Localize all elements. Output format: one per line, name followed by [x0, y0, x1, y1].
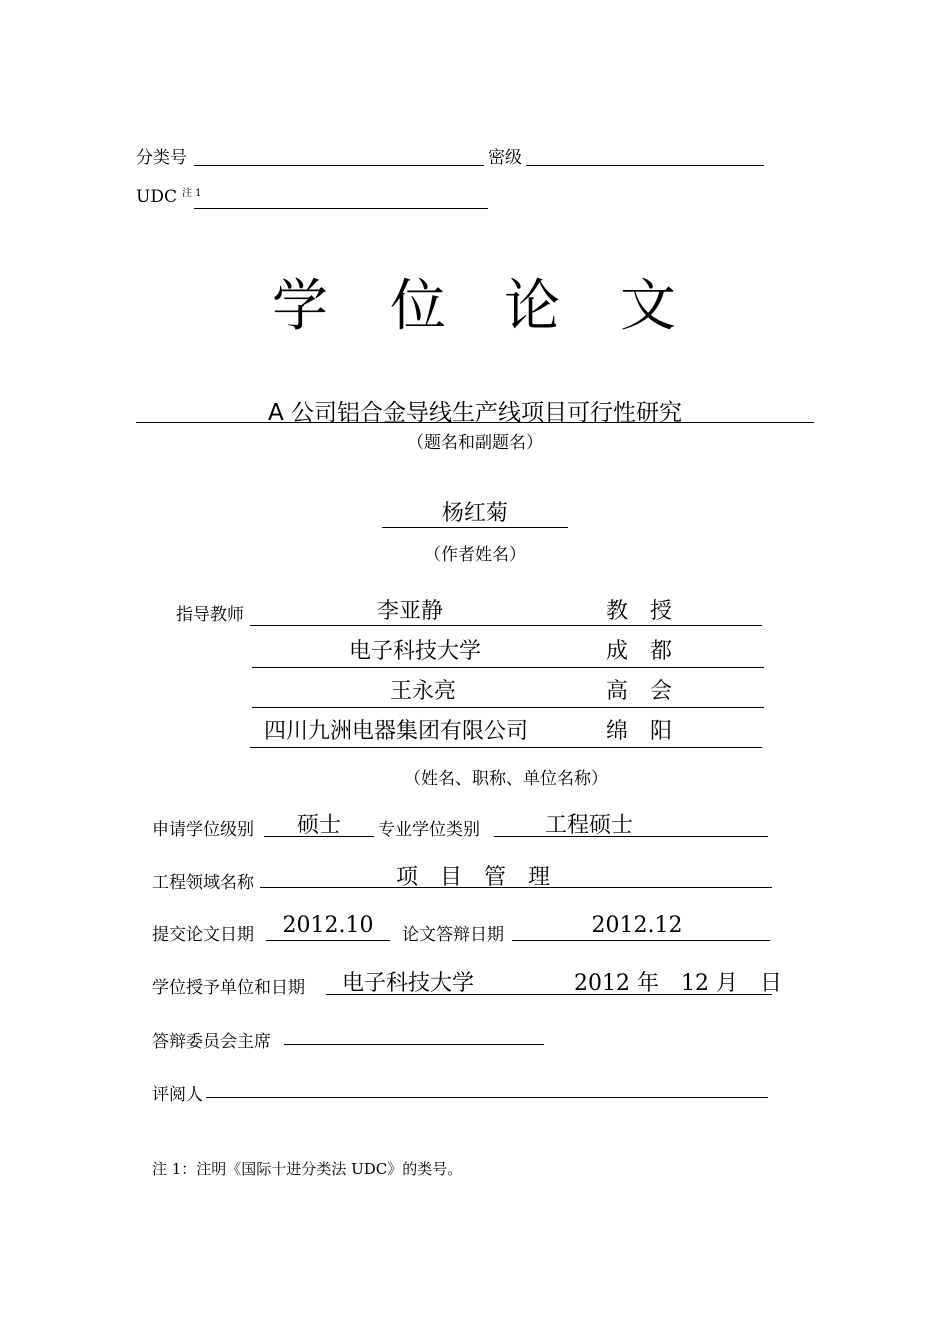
main-title-char: 论 — [504, 274, 560, 339]
submit-date-label: 提交论文日期 — [152, 925, 254, 945]
committee-label: 答辩委员会主席 — [152, 1032, 271, 1052]
author-caption: （作者姓名） — [424, 545, 526, 565]
grant-date: 2012 年 12 月 日 — [574, 971, 782, 996]
advisor-row-line — [250, 625, 762, 626]
secrecy-label: 密级 — [488, 148, 522, 168]
secrecy-field[interactable] — [526, 165, 764, 166]
reviewer-label: 评阅人 — [152, 1085, 203, 1105]
submit-date-value: 2012.10 — [282, 913, 374, 938]
advisor-row-line — [252, 667, 764, 668]
advisor-row-name: 电子科技大学 — [348, 639, 481, 664]
defense-date-label: 论文答辩日期 — [402, 925, 504, 945]
grant-field[interactable] — [326, 994, 772, 995]
author-underline — [382, 527, 568, 528]
field-label: 工程领域名称 — [152, 873, 254, 893]
udc-label: UDC — [136, 187, 177, 207]
advisor-label: 指导教师 — [176, 605, 244, 625]
main-title-char: 学 — [272, 274, 328, 339]
main-title — [0, 262, 950, 342]
main-title-char: 位 — [390, 274, 446, 339]
grant-label: 学位授予单位和日期 — [152, 978, 305, 998]
field-field[interactable] — [260, 887, 772, 888]
degree-type-label: 专业学位类别 — [378, 820, 480, 840]
reviewer-field[interactable] — [206, 1097, 768, 1098]
committee-field[interactable] — [284, 1044, 544, 1045]
grant-unit: 电子科技大学 — [342, 971, 475, 996]
field-value: 项 目 管 理 — [396, 865, 551, 890]
defense-date-field[interactable] — [512, 940, 770, 941]
thesis-title: A 公司铝合金导线生产线项目可行性研究 — [267, 400, 683, 426]
advisor-row-line — [252, 707, 764, 708]
defense-date-value: 2012.12 — [591, 913, 683, 938]
footnote: 注 1：注明《国际十进分类法 UDC》的类号。 — [152, 1160, 463, 1178]
advisor-row-extra: 绵 阳 — [606, 719, 673, 744]
advisor-row-extra: 教 授 — [606, 599, 673, 624]
advisor-row-name: 四川九洲电器集团有限公司 — [264, 719, 529, 744]
classification-field[interactable] — [194, 165, 484, 166]
udc-field[interactable] — [194, 208, 488, 209]
degree-level-value: 硕士 — [296, 813, 341, 838]
thesis-title-underline — [136, 422, 814, 423]
author-name: 杨红菊 — [441, 501, 508, 526]
degree-type-field[interactable] — [494, 836, 768, 837]
degree-level-label: 申请学位级别 — [152, 820, 254, 840]
udc-note-mark: 注 1 — [182, 188, 202, 199]
main-title-char: 文 — [620, 274, 676, 339]
advisor-row-extra: 高 会 — [606, 679, 673, 704]
advisor-row-extra: 成 都 — [606, 639, 673, 664]
classification-label: 分类号 — [136, 148, 187, 168]
advisor-row-name: 王永亮 — [389, 679, 456, 704]
advisor-row-name: 李亚静 — [376, 599, 443, 624]
advisor-caption: （姓名、职称、单位名称） — [404, 769, 608, 789]
thesis-title-caption: （题名和副题名） — [407, 433, 543, 453]
advisor-row-line — [250, 747, 762, 748]
submit-date-field[interactable] — [266, 940, 390, 941]
degree-type-value: 工程硕士 — [544, 813, 633, 838]
degree-level-field[interactable] — [264, 836, 374, 837]
